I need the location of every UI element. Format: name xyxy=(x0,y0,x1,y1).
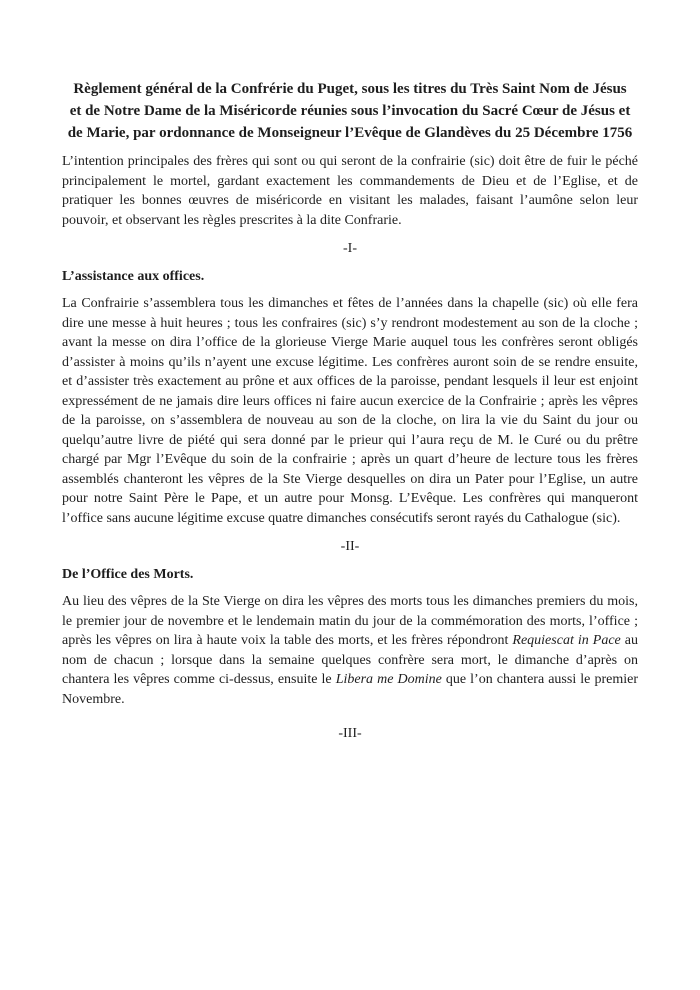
section-body-2 xyxy=(62,592,638,709)
section-numeral-1: -I- xyxy=(343,241,357,256)
body-text-segment: que l’on chantera aussi le premier Novembre. xyxy=(62,672,638,707)
latin-phrase-italic: Libera me Domine xyxy=(335,672,442,687)
section-body-1: La Confrairie s’assemblera tous les dimanches et fêtes de l’années dans la chapelle (sic) où elle fera dire une messe à huit heures ; tous les confraires (sic) s’y rendront modestement au son de la cloche ; avant la messe on dira l’office de la glorieuse Vierge Marie auquel tous les confrères seront obligés d’assister à moins qu’ils n’ayent une excuse légitime. Les confrères auront soin de se rendre ensuite, et d’assister très exactement au prône et aux offices de la paroisse, pendant lesquels il leur est enjoint expressément de ne jamais dire leurs offices ni faire aucun exercice de la Confrairie ; après les vêpres de la paroisse, on s’assemblera de nouveau au son de la cloche, on lira la vie du Saint du jour ou quelqu’autre livre de piété qui sera donné par le prieur qui l’aura reçu de M. le Curé ou du prêtre chargé par Mgr l’Evêque du soin de la confrairie ; après un quart d’heure de lecture tous les frères assemblés chanteront les vêpres de la Ste Vierge desquelles on dira un Pater pour l’Eglise, un autre pour notre Saint Père le Pape, et un autre pour Monsg. L’Evêque. Les confrères qui manqueront l’office sans aucune légitime excuse quatre dimanches consécutifs seront rayés du Cathalogue (sic). xyxy=(62,296,638,526)
body-text-segment: Au lieu des vêpres de la Ste Vierge on dira les vêpres des morts tous les dimanches premiers du mois, le premier jour de novembre et le lendemain matin du jour de la commémoration des morts, l’office ; après les vêpres on lira à haute voix la table des morts, et les frères répondront xyxy=(62,594,638,648)
latin-phrase-italic: Requiescat in Pace xyxy=(512,633,621,648)
body-text-segment: au nom de chacun ; lorsque dans la semaine quelques confrère sera mort, le dimanche d’après on chantera les vêpres comme ci-dessus, ensuite le xyxy=(62,633,638,687)
section-heading-2: De l’Office des Morts. xyxy=(62,566,194,582)
section-heading-1: L’assistance aux offices. xyxy=(62,268,205,284)
intro-paragraph: L’intention principales des frères qui sont ou qui seront de la confrairie (sic) doit être de fuir le péché principalement le mortel, gardant exactement les commandements de Dieu et de l’Eglise, et de pratiquer les bonnes œuvres de miséricorde en visitant les malades, faisant l’aumône selon leur pouvoir, et observant les règles prescrites à la dite Confrarie. xyxy=(62,154,638,228)
section-numeral-2: -II- xyxy=(340,539,360,554)
title-line-3: de Marie, par ordonnance de Monseigneur l’Evêque de Glandèves du 25 Décembre 1756 xyxy=(67,125,633,141)
document-title xyxy=(62,78,638,144)
section-numeral-3: -III- xyxy=(338,726,362,741)
title-line-1: Règlement général de la Confrérie du Puget, sous les titres du Très Saint Nom de Jésus xyxy=(73,81,627,97)
title-line-2: et de Notre Dame de la Miséricorde réunies sous l’invocation du Sacré Cœur de Jésus et xyxy=(69,103,631,119)
